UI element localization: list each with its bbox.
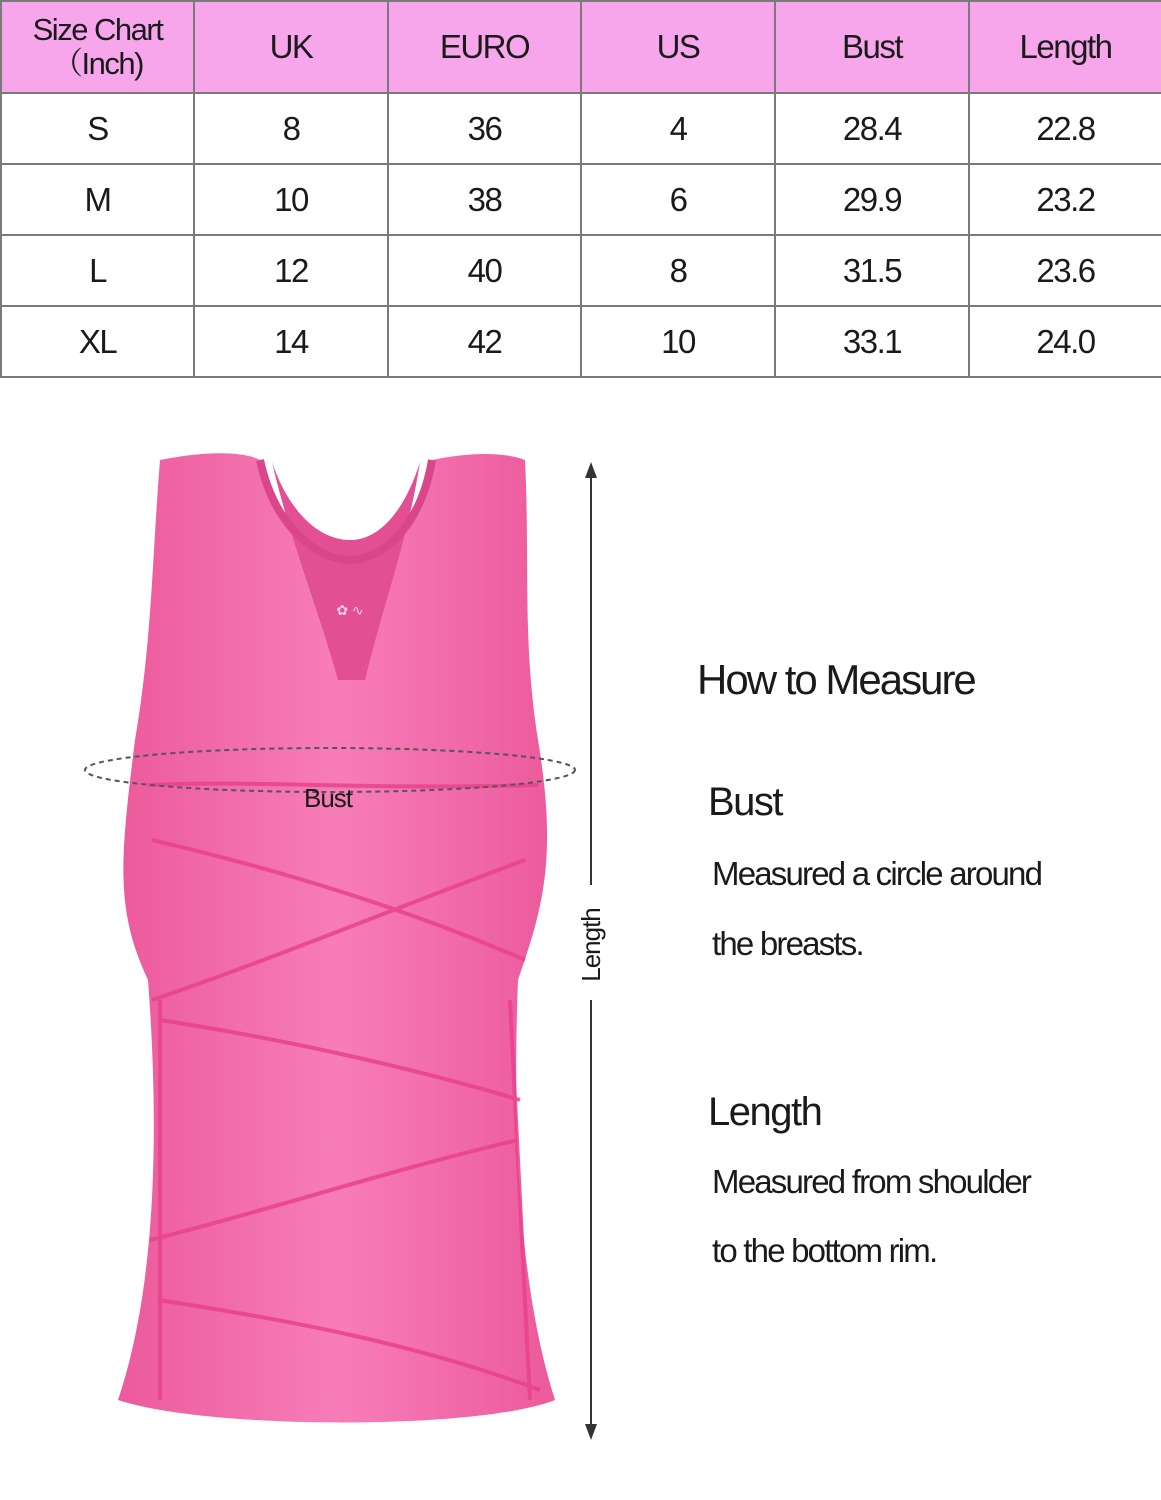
cell-us: 6 <box>581 164 775 235</box>
cell-size: S <box>1 93 194 164</box>
cell-length: 24.0 <box>969 306 1161 377</box>
cell-bust: 33.1 <box>775 306 969 377</box>
cell-bust: 28.4 <box>775 93 969 164</box>
cell-size: M <box>1 164 194 235</box>
cell-us: 10 <box>581 306 775 377</box>
size-chart-table <box>0 0 1161 378</box>
table-row <box>1 93 1161 164</box>
cell-length: 23.2 <box>969 164 1161 235</box>
cell-euro: 38 <box>388 164 581 235</box>
cell-euro: 36 <box>388 93 581 164</box>
length-description-line1: Measured from shoulder <box>712 1163 1031 1200</box>
cell-size: L <box>1 235 194 306</box>
cell-length: 23.6 <box>969 235 1161 306</box>
header-uk: UK <box>194 1 388 93</box>
cell-bust: 29.9 <box>775 164 969 235</box>
brand-logo: ✿ ∿ <box>336 602 364 618</box>
length-description-line2: to the bottom rim. <box>712 1232 937 1269</box>
bust-label: Bust <box>303 783 353 813</box>
header-length: Length <box>969 1 1161 93</box>
cell-euro: 42 <box>388 306 581 377</box>
cell-bust: 31.5 <box>775 235 969 306</box>
header-size-chart-line1: Size Chart <box>32 12 163 47</box>
cell-uk: 8 <box>194 93 388 164</box>
cell-euro: 40 <box>388 235 581 306</box>
header-us: US <box>581 1 775 93</box>
header-size-chart <box>1 1 194 93</box>
header-size-chart-line2: （Inch) <box>52 46 143 81</box>
cell-length: 22.8 <box>969 93 1161 164</box>
cell-us: 8 <box>581 235 775 306</box>
cell-uk: 12 <box>194 235 388 306</box>
table-row <box>1 164 1161 235</box>
bust-heading: Bust <box>708 780 783 824</box>
bust-description-line1: Measured a circle around <box>712 855 1042 892</box>
cell-uk: 10 <box>194 164 388 235</box>
table-row <box>1 235 1161 306</box>
cell-uk: 14 <box>194 306 388 377</box>
tank-top-illustration <box>60 440 620 1480</box>
cell-size: XL <box>1 306 194 377</box>
header-euro: EURO <box>388 1 581 93</box>
tank-top-drawing <box>60 440 620 1480</box>
length-label: Length <box>576 908 606 982</box>
how-to-measure-title: How to Measure <box>697 656 975 703</box>
table-header-row <box>1 1 1161 93</box>
header-bust: Bust <box>775 1 969 93</box>
table-row <box>1 306 1161 377</box>
bust-description-line2: the breasts. <box>712 925 863 962</box>
length-heading: Length <box>708 1090 822 1134</box>
cell-us: 4 <box>581 93 775 164</box>
